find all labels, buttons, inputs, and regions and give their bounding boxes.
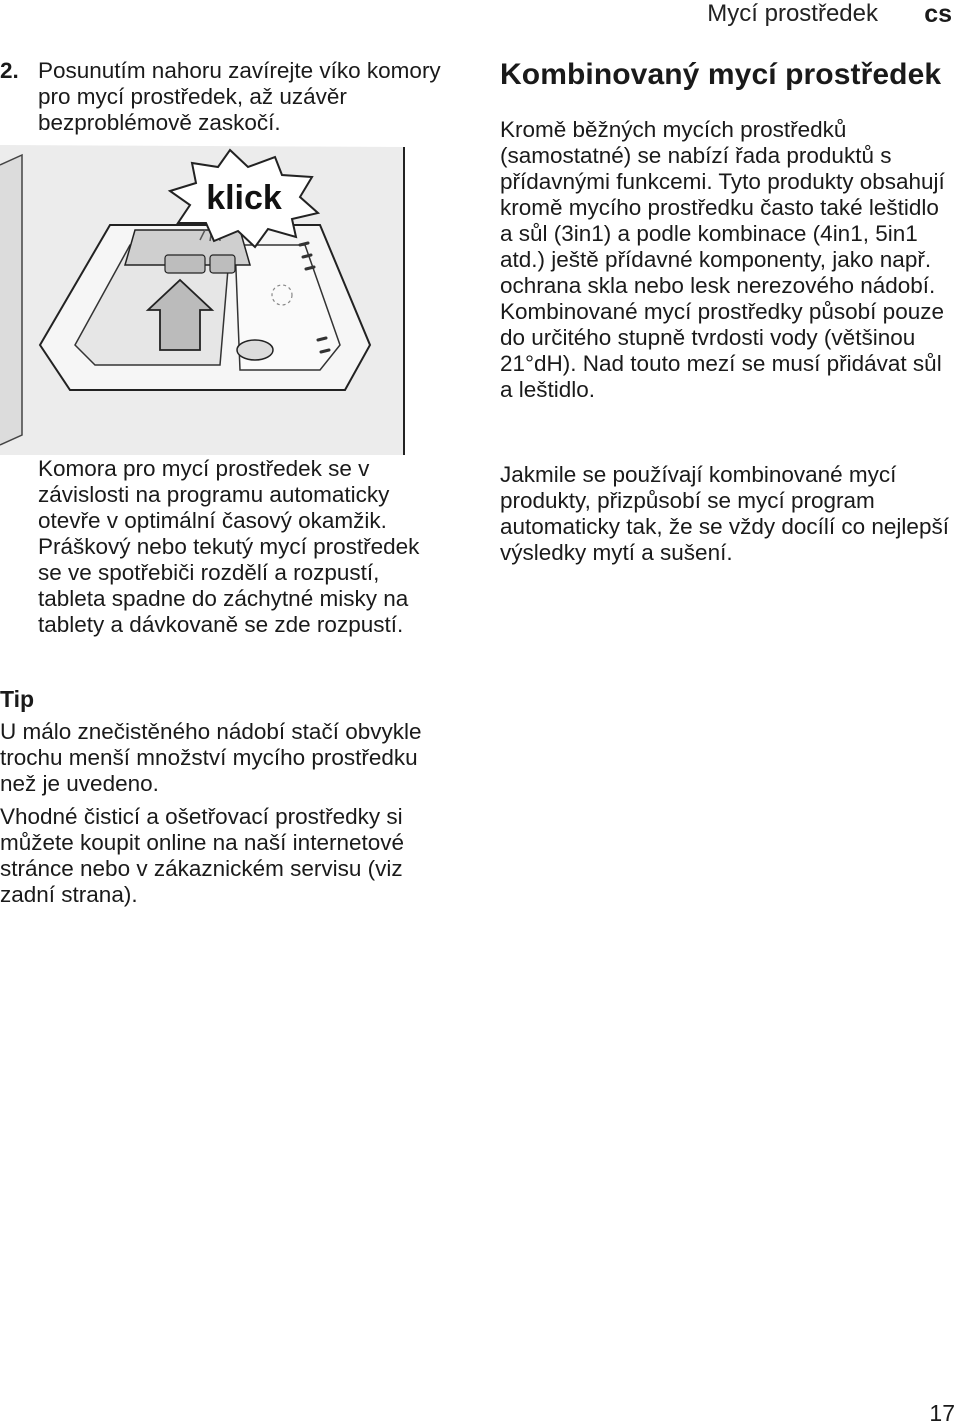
tip-paragraph-1: U málo znečistěného nádobí stačí obvykle trochu menší množství mycího prostředku než je uvedeno. [0, 719, 422, 796]
section-title: Mycí prostředek [707, 0, 878, 27]
language-code: cs [924, 0, 952, 28]
section-heading: Kombinovaný mycí prostředek [500, 58, 942, 91]
dispenser-paragraph: Komora pro mycí prostředek se v závislosti na programu automaticky otevře v optimální časový okamžik. Práškový nebo tekutý mycí prostředek se ve spotřebiči rozdělí a rozpustí, tableta spadne do záchytné misky na tablety a dávkovaně se zde rozpustí. [38, 456, 420, 637]
tip-paragraph-2: Vhodné čisticí a ošetřovací prostředky si můžete koupit online na naší internetové stránce nebo v zákaznickém servisu (viz zadní strana). [0, 804, 405, 907]
step-text: Posunutím nahoru zavírejte víko komory pro mycí prostředek, až uzávěr bezproblémově zaskočí. [38, 58, 441, 135]
step-2 [0, 58, 460, 136]
combined-detergent-paragraph-1: Kromě běžných mycích prostředků (samostatné) se nabízí řada produktů s přídavnými funkcemi. Tyto produkty obsahují kromě mycího prostředku často také leštidlo a sůl (3in1) a podle kombinace (4in1, 5in1 atd.) ještě přídavné komponenty, jako např. ochrana skla nebo lesk nerezového nádobí. Kombinované mycí prostředky působí pouze do určitého stupně tvrdosti vody (většinou 21°dH). Nad touto mezí se musí přidávat sůl a leštidlo. [500, 117, 945, 402]
tip-heading: Tip [0, 686, 35, 712]
detergent-dispenser-illustration [0, 145, 430, 455]
combined-detergent-paragraph-2: Jakmile se používají kombinované mycí produkty, přizpůsobí se mycí program automaticky tak, že se vždy docílí co nejlepší výsledky mytí a sušení. [500, 462, 949, 565]
klick-callout: klick [206, 179, 282, 217]
step-number: 2. [0, 58, 19, 83]
page-number: 17 [929, 1400, 955, 1426]
